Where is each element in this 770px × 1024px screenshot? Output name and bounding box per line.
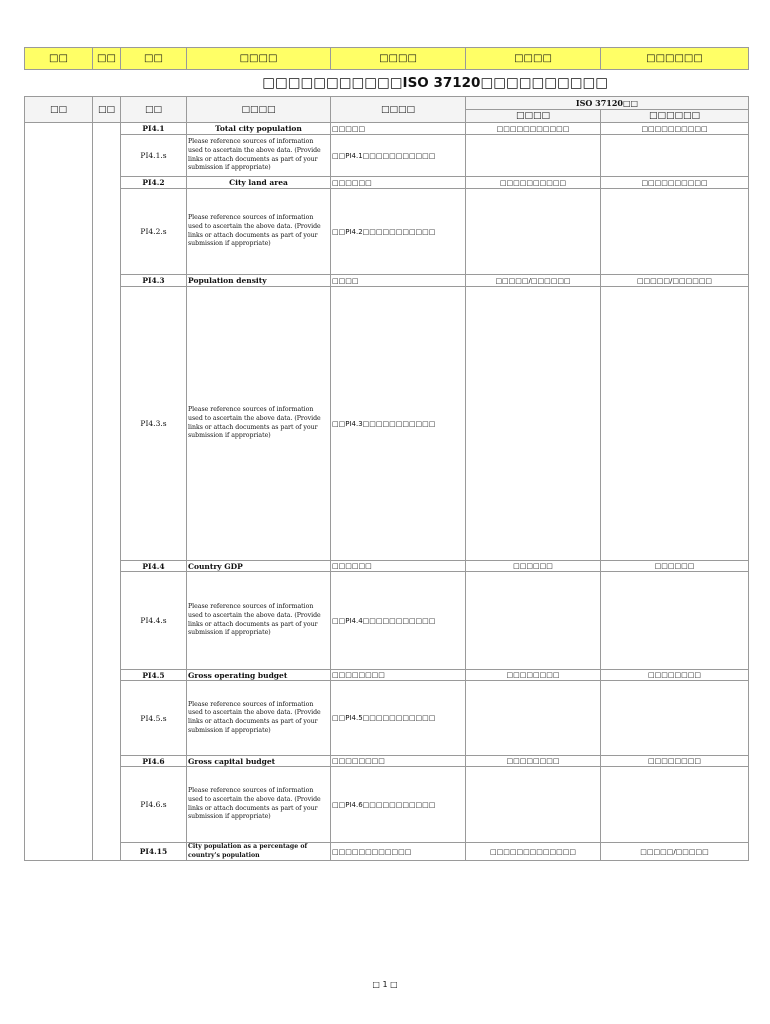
row-note[interactable]: □□□□□□□□□□ (601, 177, 749, 189)
row-id[interactable]: PI4.3 (121, 275, 187, 287)
row-cn[interactable]: □□□□ (331, 275, 466, 287)
row-desc[interactable]: Please reference sources of information used to ascertain the above data. (Provide links or attach documents as part of your submission if appropriate) (187, 681, 331, 756)
row-unit[interactable]: □□□□□□□□□□□ (466, 123, 601, 135)
row-unit[interactable] (466, 189, 601, 275)
row-id[interactable]: PI4.6 (121, 756, 187, 767)
col-head-6[interactable]: □□□□ (466, 110, 601, 123)
row-cn[interactable]: □□□□□□ (331, 177, 466, 189)
row-unit[interactable] (466, 287, 601, 561)
row-note[interactable] (601, 189, 749, 275)
row-desc[interactable]: Gross operating budget (187, 670, 331, 681)
row-cn[interactable]: □□□□□□□□□□□□ (331, 843, 466, 861)
row-unit[interactable] (466, 135, 601, 177)
row-desc[interactable]: Gross capital budget (187, 756, 331, 767)
row-unit[interactable]: □□□□□□□□□□ (466, 177, 601, 189)
row-desc[interactable]: City population as a percentage of country's population (187, 843, 331, 861)
col-head-2[interactable]: □□ (93, 97, 121, 123)
row-cn[interactable]: □□PI4.4□□□□□□□□□□□ (331, 572, 466, 670)
row-unit[interactable] (466, 767, 601, 843)
row-cn[interactable]: □□PI4.5□□□□□□□□□□□ (331, 681, 466, 756)
row-note[interactable]: □□□□□□□□ (601, 756, 749, 767)
row-cn[interactable]: □□□□□□□□ (331, 670, 466, 681)
row-desc[interactable]: Population density (187, 275, 331, 287)
category-cell[interactable] (25, 123, 93, 861)
header-col-2[interactable]: □□ (93, 48, 121, 70)
row-cn[interactable]: □□□□□□□□ (331, 756, 466, 767)
row-unit[interactable]: □□□□□/□□□□□□ (466, 275, 601, 287)
row-desc[interactable]: Please reference sources of information used to ascertain the above data. (Provide links or attach documents as part of your submission if appropriate) (187, 572, 331, 670)
row-cn[interactable]: □□□□□ (331, 123, 466, 135)
row-unit[interactable]: □□□□□□□□ (466, 756, 601, 767)
sheet-title: □□□□□□□□□□□ISO 37120□□□□□□□□□□ (262, 75, 608, 91)
row-id[interactable]: PI4.4.s (121, 572, 187, 670)
col-head-1[interactable]: □□ (25, 97, 93, 123)
page-number: □ 1 □ (372, 980, 398, 989)
row-desc[interactable]: Please reference sources of information used to ascertain the above data. (Provide links or attach documents as part of your submission if appropriate) (187, 189, 331, 275)
row-cn[interactable]: □□□□□□ (331, 561, 466, 572)
row-note[interactable] (601, 767, 749, 843)
col-head-7[interactable]: □□□□□□ (601, 110, 749, 123)
row-cn[interactable]: □□PI4.2□□□□□□□□□□□ (331, 189, 466, 275)
row-cn[interactable]: □□PI4.1□□□□□□□□□□□ (331, 135, 466, 177)
row-unit[interactable]: □□□□□□ (466, 561, 601, 572)
subcategory-cell[interactable] (93, 123, 121, 861)
row-note[interactable]: □□□□□□ (601, 561, 749, 572)
row-desc[interactable]: Please reference sources of information used to ascertain the above data. (Provide links or attach documents as part of your submission if appropriate) (187, 767, 331, 843)
row-note[interactable] (601, 572, 749, 670)
header-col-6[interactable]: □□□□ (466, 48, 601, 70)
row-note[interactable]: □□□□□/□□□□□□ (601, 275, 749, 287)
row-unit[interactable]: □□□□□□□□ (466, 670, 601, 681)
top-header-table (24, 47, 749, 70)
row-id[interactable]: PI4.5 (121, 670, 187, 681)
row-desc[interactable]: City land area (187, 177, 331, 189)
row-id[interactable]: PI4.15 (121, 843, 187, 861)
col-head-3[interactable]: □□ (121, 97, 187, 123)
row-id[interactable]: PI4.4 (121, 561, 187, 572)
row-id[interactable]: PI4.2 (121, 177, 187, 189)
header-col-3[interactable]: □□ (121, 48, 187, 70)
header-col-7[interactable]: □□□□□□ (601, 48, 749, 70)
row-unit[interactable] (466, 572, 601, 670)
row-id[interactable]: PI4.3.s (121, 287, 187, 561)
row-note[interactable] (601, 135, 749, 177)
row-desc[interactable]: Please reference sources of information used to ascertain the above data. (Provide links or attach documents as part of your submission if appropriate) (187, 287, 331, 561)
row-note[interactable] (601, 287, 749, 561)
row-unit[interactable]: □□□□□□□□□□□□□ (466, 843, 601, 861)
col-head-4[interactable]: □□□□ (187, 97, 331, 123)
col-head-5[interactable]: □□□□ (331, 97, 466, 123)
iso-group-head[interactable]: ISO 37120□□ (466, 97, 749, 110)
row-desc[interactable]: Total city population (187, 123, 331, 135)
row-note[interactable]: □□□□□□□□ (601, 670, 749, 681)
row-note[interactable]: □□□□□/□□□□□ (601, 843, 749, 861)
row-note[interactable] (601, 681, 749, 756)
header-col-5[interactable]: □□□□ (331, 48, 466, 70)
row-cn[interactable]: □□PI4.6□□□□□□□□□□□ (331, 767, 466, 843)
row-id[interactable]: PI4.2.s (121, 189, 187, 275)
row-cn[interactable]: □□PI4.3□□□□□□□□□□□ (331, 287, 466, 561)
row-unit[interactable] (466, 681, 601, 756)
header-col-4[interactable]: □□□□ (187, 48, 331, 70)
row-id[interactable]: PI4.6.s (121, 767, 187, 843)
spreadsheet (24, 47, 748, 861)
row-id[interactable]: PI4.1.s (121, 135, 187, 177)
row-id[interactable]: PI4.1 (121, 123, 187, 135)
row-desc[interactable]: Country GDP (187, 561, 331, 572)
row-desc[interactable]: Please reference sources of information used to ascertain the above data. (Provide links or attach documents as part of your submission if appropriate) (187, 135, 331, 177)
row-note[interactable]: □□□□□□□□□□ (601, 123, 749, 135)
indicator-table (24, 96, 749, 861)
header-col-1[interactable]: □□ (25, 48, 93, 70)
row-id[interactable]: PI4.5.s (121, 681, 187, 756)
